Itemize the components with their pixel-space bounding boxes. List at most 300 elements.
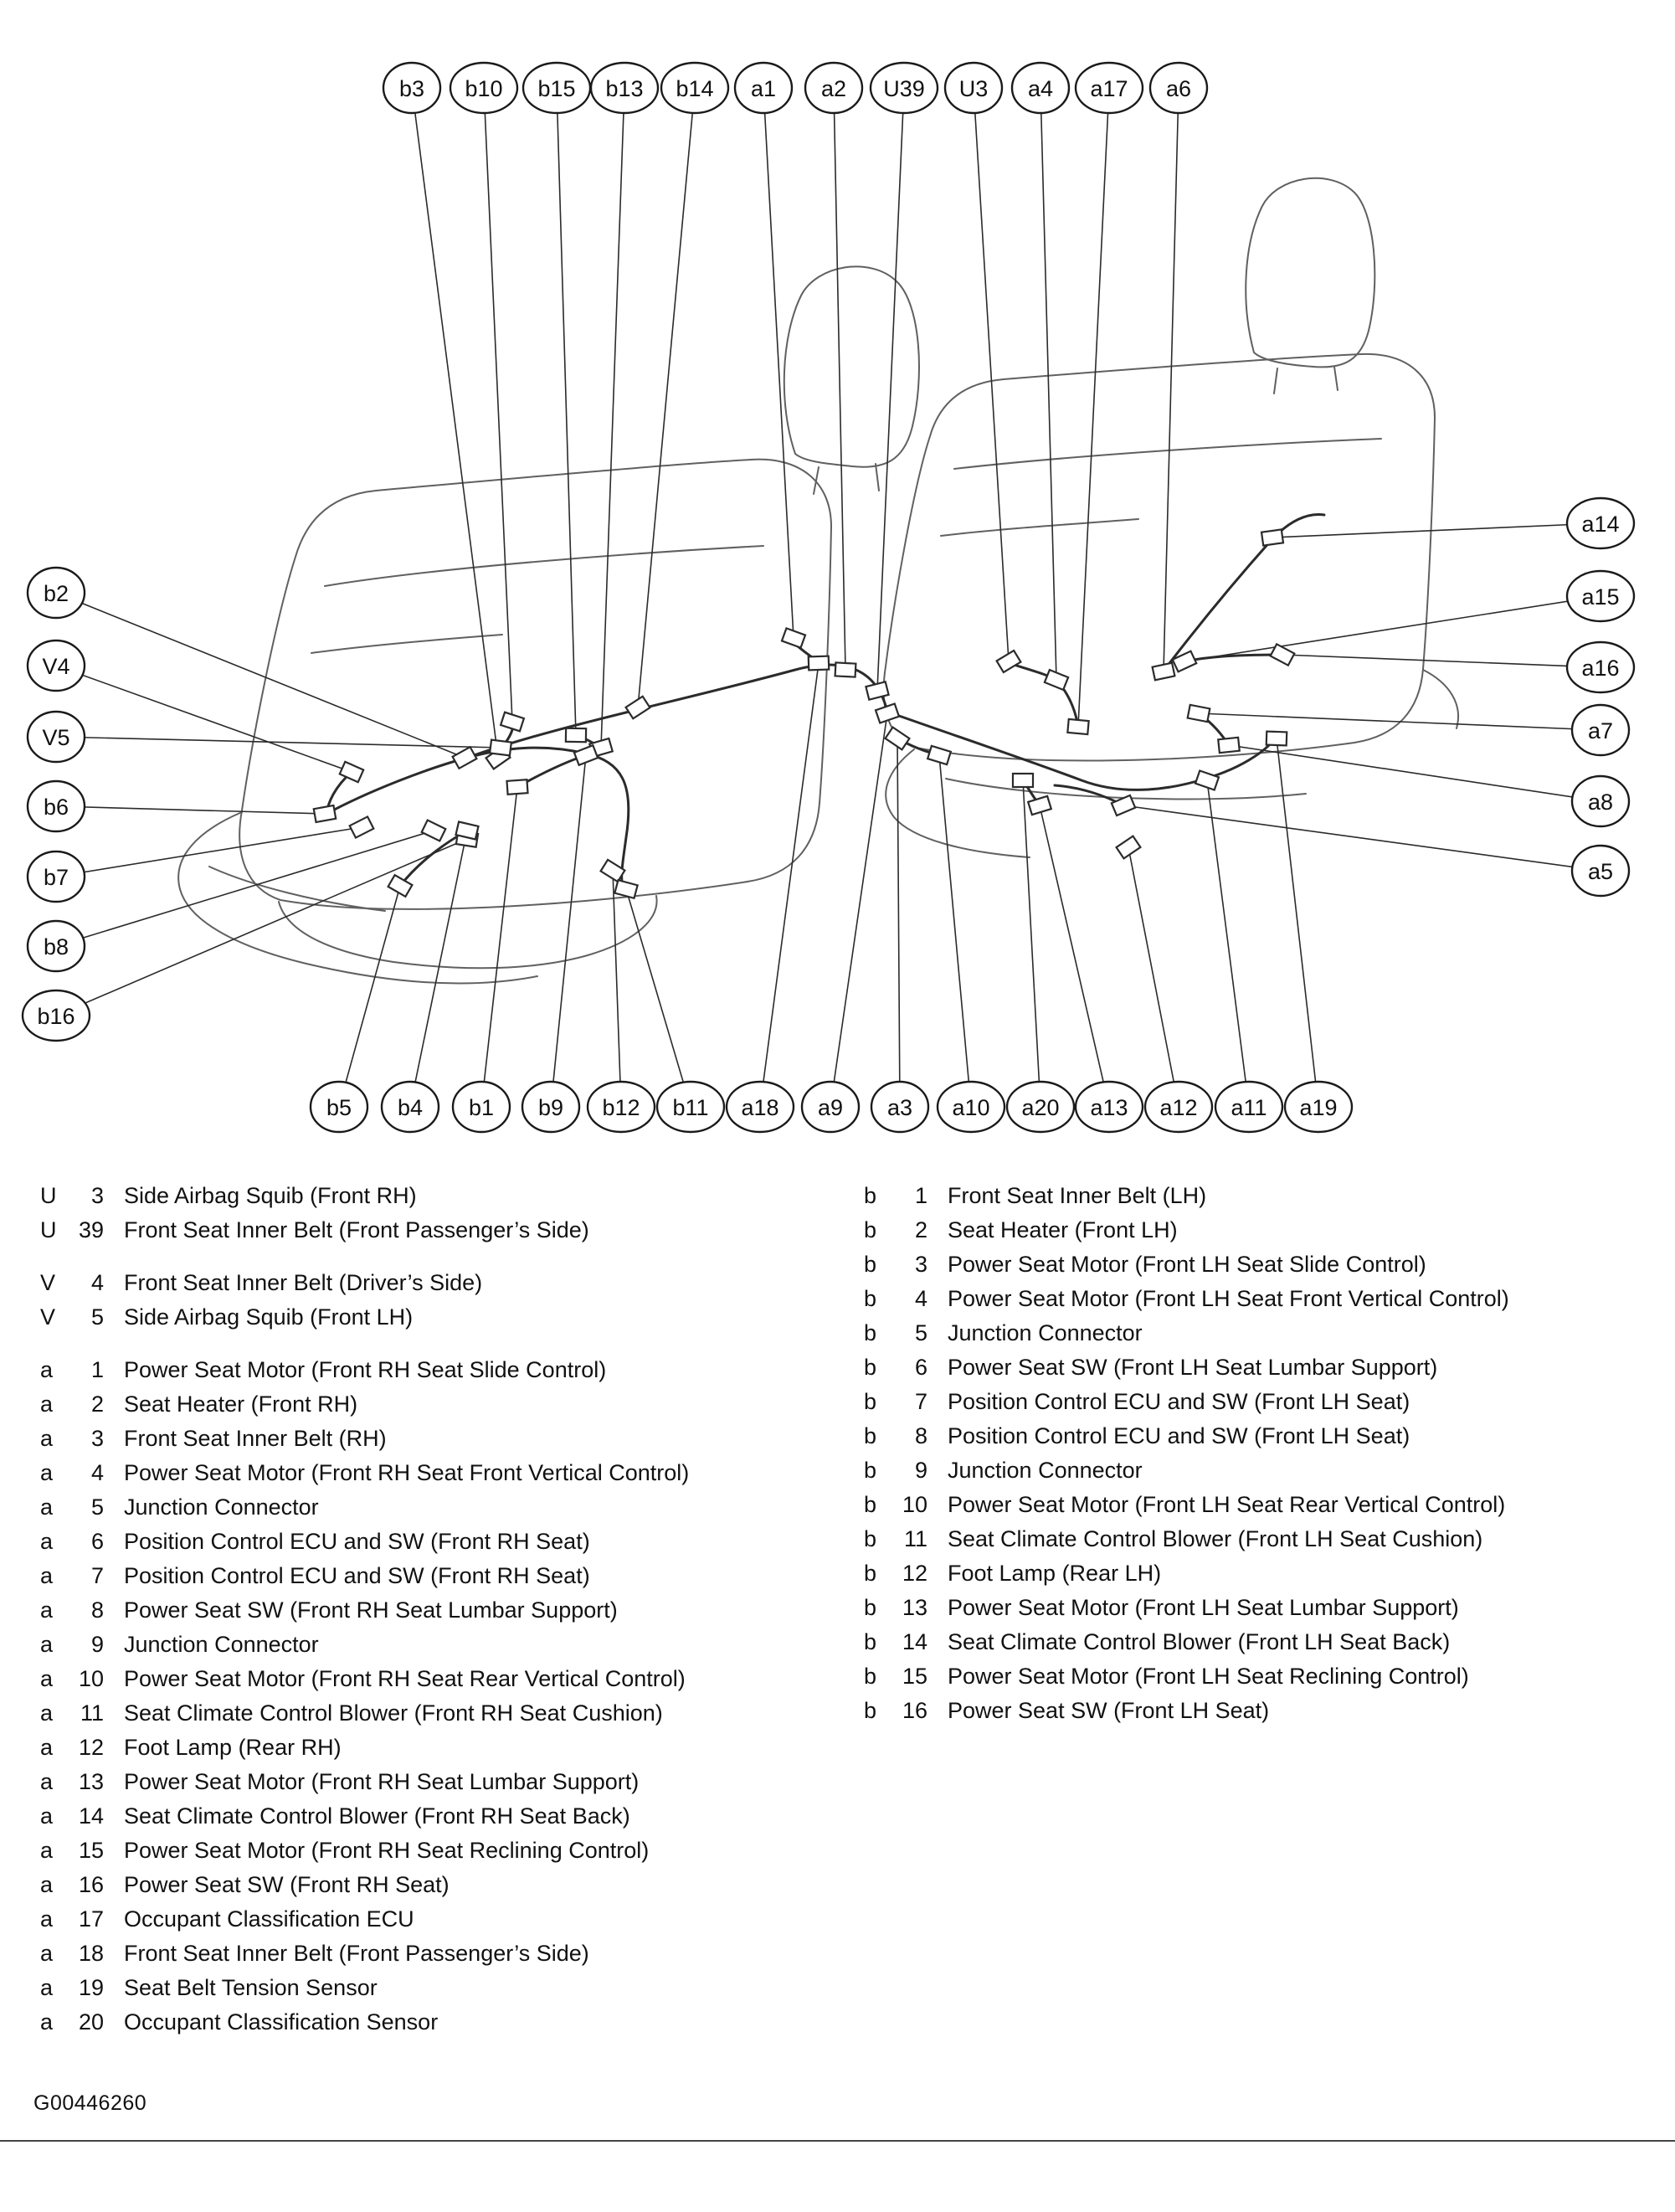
legend-description: Seat Belt Tension Sensor: [124, 1975, 378, 2000]
legend-number: 4: [914, 1286, 927, 1311]
seat-back-rh: [884, 354, 1435, 761]
leader-line-a4: [1040, 88, 1056, 680]
callout-label-a3: a3: [886, 1095, 913, 1120]
legend-item-V4: [40, 1266, 844, 1300]
leader-line-b11: [626, 889, 691, 1107]
callout-label-a4: a4: [1027, 76, 1054, 101]
callout-label-a13: a13: [1090, 1095, 1128, 1120]
connector-a3: [886, 728, 910, 750]
legend-description: Foot Lamp (Rear LH): [948, 1561, 1162, 1586]
leader-line-a8: [1229, 745, 1600, 801]
figure-id: G00446260: [33, 2091, 147, 2115]
legend-prefix: a: [40, 1666, 54, 1691]
legend-prefix: a: [40, 1494, 54, 1520]
leader-line-b4: [410, 831, 467, 1107]
connector-markers: [314, 529, 1295, 898]
connector-a12: [1117, 836, 1141, 859]
legend-description: Seat Climate Control Blower (Front LH Seat Back): [948, 1629, 1451, 1654]
callout-a4: [1012, 63, 1069, 113]
legend-number: 6: [90, 1529, 104, 1554]
legend-description: Front Seat Inner Belt (RH): [124, 1426, 387, 1451]
legend-number: 14: [78, 1803, 104, 1829]
legend-item-b14: [864, 1625, 1659, 1659]
legend-prefix: a: [40, 1769, 54, 1794]
legend-prefix: b: [864, 1526, 877, 1551]
legend-description: Power Seat Motor (Front LH Seat Reclining Control): [948, 1664, 1469, 1689]
legend-number: 3: [90, 1183, 104, 1208]
legend-description: Power Seat Motor (Front RH Seat Slide Control): [124, 1357, 607, 1382]
legend-description: Junction Connector: [124, 1632, 319, 1657]
legend-item-a3: [40, 1422, 844, 1456]
connector-a9: [876, 704, 899, 723]
legend-item-b1: [864, 1179, 1659, 1213]
callout-label-a1: a1: [750, 76, 777, 101]
legend-prefix: b: [864, 1458, 877, 1483]
callout-label-b4: b4: [397, 1095, 424, 1120]
leader-line-U39: [877, 88, 904, 691]
legend-description: Occupant Classification Sensor: [124, 2009, 439, 2035]
legend-number: 2: [90, 1392, 104, 1417]
seat-cushion-rh: [886, 749, 1030, 857]
callout-bubbles: [23, 63, 1634, 1132]
callout-a14: [1567, 498, 1634, 548]
legend-number: 9: [914, 1458, 927, 1483]
connector-b1: [506, 779, 527, 795]
leader-line-a1: [763, 88, 794, 638]
leader-line-a6: [1164, 88, 1179, 671]
legend-description: Power Seat Motor (Front RH Seat Front Vertical Control): [124, 1460, 690, 1485]
legend-description: Front Seat Inner Belt (LH): [948, 1183, 1207, 1208]
legend-item-a18: [40, 1937, 844, 1971]
legend-item-b6: [864, 1350, 1659, 1385]
legend-description: Seat Heater (Front RH): [124, 1392, 358, 1417]
legend-number: 5: [90, 1304, 104, 1330]
legend-number: 2: [914, 1217, 927, 1242]
legend-description: Seat Heater (Front LH): [948, 1217, 1178, 1242]
leader-lines: [56, 88, 1600, 1107]
legend-description: Power Seat Motor (Front RH Seat Rear Vertical Control): [124, 1666, 686, 1691]
legend-item-b2: [864, 1213, 1659, 1247]
legend-item-a20: [40, 2005, 844, 2040]
seat-line-art: [178, 178, 1458, 984]
legend-item-b5: [864, 1316, 1659, 1350]
callout-a7: [1572, 705, 1629, 755]
harness-branch: [1184, 655, 1282, 661]
callout-label-a17: a17: [1090, 76, 1128, 101]
callout-label-V4: V4: [42, 654, 70, 679]
callout-label-a15: a15: [1581, 584, 1620, 610]
seat-back-rh-contour: [954, 439, 1381, 469]
legend-prefix: b: [864, 1595, 877, 1620]
callout-b3: [383, 63, 440, 113]
leader-line-U3: [974, 88, 1009, 661]
legend-number: 5: [914, 1320, 927, 1345]
callout-label-a18: a18: [741, 1095, 779, 1120]
callout-U3: [945, 63, 1002, 113]
leader-line-b13: [601, 88, 624, 748]
legend-item-b11: [864, 1522, 1659, 1556]
connector-a8: [1218, 738, 1240, 753]
callout-label-b6: b6: [43, 795, 69, 820]
legend-description: Power Seat SW (Front RH Seat Lumbar Support): [124, 1597, 618, 1623]
legend-number: 1: [90, 1357, 104, 1382]
callout-a1: [735, 63, 792, 113]
legend-prefix: a: [40, 1872, 54, 1897]
callout-label-b16: b16: [37, 1004, 75, 1029]
callout-b8: [28, 921, 85, 971]
connector-b9: [574, 745, 598, 765]
legend-prefix: a: [40, 1632, 54, 1657]
callout-label-b15: b15: [537, 76, 576, 101]
connector-b7: [350, 816, 374, 837]
callout-a11: [1215, 1082, 1282, 1132]
callout-label-b3: b3: [398, 76, 425, 101]
legend-prefix: a: [40, 1357, 54, 1382]
legend-item-a11: [40, 1696, 844, 1731]
legend: [0, 1179, 1675, 2083]
legend-number: 19: [78, 1975, 104, 2000]
leader-line-b12: [613, 871, 621, 1107]
legend-item-b4: [864, 1282, 1659, 1316]
legend-prefix: a: [40, 1906, 54, 1932]
callout-label-b7: b7: [43, 865, 69, 890]
callout-b14: [661, 63, 728, 113]
leader-line-b14: [638, 88, 695, 707]
leader-line-a18: [760, 663, 819, 1107]
legend-prefix: b: [864, 1423, 877, 1448]
legend-item-b8: [864, 1419, 1659, 1453]
legend-number: 10: [78, 1666, 104, 1691]
callout-b1: [453, 1082, 510, 1132]
leader-line-a2: [834, 88, 845, 670]
legend-prefix: b: [864, 1492, 877, 1517]
callout-label-a14: a14: [1581, 512, 1620, 537]
callout-V5: [28, 712, 85, 762]
legend-number: 20: [78, 2009, 104, 2035]
seat-cushion-rh: [1423, 670, 1458, 728]
legend-item-U3: [40, 1179, 844, 1213]
harness-run: [326, 748, 629, 889]
legend-number: 4: [90, 1270, 104, 1295]
legend-prefix: a: [40, 1803, 54, 1829]
callout-a17: [1076, 63, 1143, 113]
leader-line-b6: [56, 806, 325, 814]
legend-number: 10: [902, 1492, 927, 1517]
legend-prefix: a: [40, 1563, 54, 1588]
callout-a19: [1285, 1082, 1352, 1132]
connector-a13: [1028, 796, 1051, 815]
leader-line-b2: [56, 593, 465, 758]
leader-line-a16: [1282, 655, 1600, 667]
legend-description: Position Control ECU and SW (Front RH Seat): [124, 1529, 590, 1554]
legend-description: Seat Climate Control Blower (Front LH Seat Cushion): [948, 1526, 1483, 1551]
legend-prefix: a: [40, 1392, 54, 1417]
legend-prefix: a: [40, 1426, 54, 1451]
legend-number: 39: [78, 1217, 104, 1242]
legend-description: Junction Connector: [948, 1458, 1143, 1483]
legend-number: 16: [902, 1698, 927, 1723]
connector-b10: [501, 712, 524, 732]
leader-line-a17: [1078, 88, 1109, 727]
callout-b11: [657, 1082, 724, 1132]
legend-number: 16: [78, 1872, 104, 1897]
headrest-post-lh: [876, 464, 879, 491]
connector-b5: [388, 875, 413, 897]
callout-b4: [382, 1082, 439, 1132]
callout-label-a12: a12: [1159, 1095, 1198, 1120]
legend-number: 5: [90, 1494, 104, 1520]
legend-number: 13: [902, 1595, 927, 1620]
callout-b2: [28, 568, 85, 618]
callout-label-a7: a7: [1587, 718, 1614, 743]
legend-item-a2: [40, 1387, 844, 1422]
callout-a18: [727, 1082, 794, 1132]
legend-description: Power Seat Motor (Front LH Seat Slide Control): [948, 1252, 1426, 1277]
callout-label-a20: a20: [1021, 1095, 1060, 1120]
callout-b12: [588, 1082, 655, 1132]
leader-line-a14: [1272, 523, 1600, 538]
callout-label-b5: b5: [326, 1095, 352, 1120]
legend-prefix: b: [864, 1217, 877, 1242]
legend-number: 11: [903, 1526, 927, 1551]
callout-b5: [311, 1082, 367, 1132]
legend-item-b7: [864, 1385, 1659, 1419]
legend-description: Front Seat Inner Belt (Driver’s Side): [124, 1270, 483, 1295]
legend-column-left: [40, 1179, 844, 2040]
legend-item-b15: [864, 1659, 1659, 1694]
legend-description: Position Control ECU and SW (Front LH Seat): [948, 1423, 1410, 1448]
callout-a6: [1150, 63, 1207, 113]
connector-a1: [782, 628, 805, 647]
legend-description: Side Airbag Squib (Front LH): [124, 1304, 414, 1330]
seat-cushion-lh: [178, 812, 537, 983]
legend-item-a1: [40, 1353, 844, 1387]
callout-label-b2: b2: [43, 581, 69, 606]
legend-item-b10: [864, 1488, 1659, 1522]
legend-prefix: b: [864, 1286, 877, 1311]
leader-line-a20: [1023, 780, 1040, 1107]
headrest-rh: [1246, 178, 1374, 368]
legend-description: Foot Lamp (Rear RH): [124, 1735, 342, 1760]
legend-description: Power Seat SW (Front LH Seat): [948, 1698, 1270, 1723]
legend-number: 3: [90, 1426, 104, 1451]
legend-item-a7: [40, 1559, 844, 1593]
seat-back-lh-contour: [325, 546, 763, 586]
legend-description: Power Seat Motor (Front RH Seat Reclining Control): [124, 1838, 650, 1863]
legend-item-a15: [40, 1834, 844, 1868]
leader-line-b5: [339, 886, 400, 1107]
callout-label-b14: b14: [676, 76, 714, 101]
legend-prefix: V: [40, 1304, 56, 1330]
connector-a17: [1067, 719, 1088, 734]
legend-prefix: a: [40, 1975, 54, 2000]
legend-prefix: b: [864, 1698, 877, 1723]
seat-cushion-lh: [209, 867, 385, 911]
connector-a10: [927, 746, 951, 764]
connector-b11: [614, 880, 637, 898]
legend-item-V5: [40, 1300, 844, 1335]
leader-line-b9: [551, 755, 586, 1107]
legend-item-a6: [40, 1525, 844, 1559]
callout-b10: [450, 63, 517, 113]
seat-back-lh-contour: [311, 635, 502, 653]
callout-b9: [522, 1082, 579, 1132]
legend-item-a13: [40, 1765, 844, 1799]
callout-a2: [805, 63, 862, 113]
harness-run: [1162, 514, 1324, 673]
legend-prefix: a: [40, 1460, 54, 1485]
legend-item-a17: [40, 1902, 844, 1937]
harness-branch: [1009, 663, 1078, 727]
connector-a14: [1261, 529, 1283, 545]
legend-prefix: b: [864, 1252, 877, 1277]
callout-a8: [1572, 776, 1629, 826]
legend-prefix: a: [40, 2009, 54, 2035]
callout-label-a19: a19: [1299, 1095, 1338, 1120]
legend-prefix: a: [40, 1700, 54, 1726]
connector-U39: [866, 682, 888, 699]
callout-label-U3: U3: [958, 76, 989, 101]
leader-line-V4: [56, 666, 352, 772]
callout-label-a11: a11: [1231, 1095, 1267, 1120]
leader-line-b1: [481, 787, 517, 1107]
callout-a13: [1076, 1082, 1143, 1132]
callout-a9: [802, 1082, 859, 1132]
callout-label-V5: V5: [42, 725, 70, 750]
legend-prefix: a: [40, 1597, 54, 1623]
legend-prefix: a: [40, 1529, 54, 1554]
legend-number: 17: [78, 1906, 104, 1932]
legend-item-b3: [864, 1247, 1659, 1282]
legend-description: Position Control ECU and SW (Front RH Seat): [124, 1563, 590, 1588]
leader-line-b7: [56, 827, 362, 877]
legend-description: Junction Connector: [948, 1320, 1143, 1345]
connector-b6: [314, 805, 336, 822]
connector-a6: [1153, 663, 1175, 681]
legend-description: Power Seat SW (Front RH Seat): [124, 1872, 450, 1897]
leader-line-a11: [1207, 780, 1249, 1107]
bottom-rule: [0, 2140, 1675, 2142]
legend-item-a5: [40, 1490, 844, 1525]
callout-b16: [23, 990, 90, 1041]
legend-number: 7: [914, 1389, 927, 1414]
connector-a18: [809, 656, 830, 671]
leader-line-a15: [1184, 596, 1600, 661]
leader-line-b15: [557, 88, 576, 735]
callout-a10: [938, 1082, 1004, 1132]
callout-label-a6: a6: [1165, 76, 1192, 101]
connector-a16: [1271, 644, 1295, 665]
connector-a19: [1267, 732, 1287, 746]
legend-prefix: b: [864, 1355, 877, 1380]
legend-item-a8: [40, 1593, 844, 1628]
legend-description: Front Seat Inner Belt (Front Passenger’s Side): [124, 1217, 589, 1242]
legend-description: Junction Connector: [124, 1494, 319, 1520]
legend-prefix: U: [40, 1217, 57, 1242]
legend-description: Power Seat Motor (Front RH Seat Lumbar Support): [124, 1769, 640, 1794]
legend-number: 3: [914, 1252, 927, 1277]
callout-label-b13: b13: [605, 76, 644, 101]
headrest-post-rh: [1274, 368, 1277, 394]
callout-a12: [1145, 1082, 1212, 1132]
legend-prefix: a: [40, 1735, 54, 1760]
legend-number: 6: [914, 1355, 927, 1380]
callout-a3: [871, 1082, 928, 1132]
callout-label-b11: b11: [672, 1095, 709, 1120]
legend-item-b12: [864, 1556, 1659, 1591]
legend-prefix: U: [40, 1183, 57, 1208]
legend-number: 15: [902, 1664, 927, 1689]
legend-prefix: V: [40, 1270, 56, 1295]
legend-item-a12: [40, 1731, 844, 1765]
callout-label-a8: a8: [1587, 790, 1614, 815]
connector-U3: [997, 651, 1021, 672]
callout-label-a9: a9: [817, 1095, 844, 1120]
legend-number: 8: [914, 1423, 927, 1448]
legend-prefix: b: [864, 1664, 877, 1689]
legend-item-b16: [864, 1694, 1659, 1728]
leader-line-a12: [1128, 847, 1179, 1107]
legend-prefix: b: [864, 1389, 877, 1414]
legend-item-a19: [40, 1971, 844, 2005]
legend-number: 12: [78, 1735, 104, 1760]
legend-description: Power Seat SW (Front LH Seat Lumbar Support): [948, 1355, 1438, 1380]
callout-b13: [591, 63, 658, 113]
callout-label-U39: U39: [883, 76, 925, 101]
leader-line-a7: [1199, 713, 1600, 730]
legend-number: 13: [78, 1769, 104, 1794]
legend-number: 14: [902, 1629, 927, 1654]
legend-number: 11: [80, 1700, 104, 1726]
callout-a16: [1567, 642, 1634, 692]
legend-prefix: b: [864, 1561, 877, 1586]
legend-number: 15: [78, 1838, 104, 1863]
leader-line-a13: [1040, 805, 1109, 1107]
legend-number: 1: [914, 1183, 927, 1208]
legend-item-a9: [40, 1628, 844, 1662]
leader-line-b10: [484, 88, 512, 722]
legend-item-U39: [40, 1213, 844, 1247]
callout-b15: [523, 63, 590, 113]
leader-line-a9: [830, 713, 887, 1107]
leader-line-b8: [56, 831, 434, 946]
connector-V5: [490, 740, 511, 756]
callout-label-a16: a16: [1581, 656, 1620, 681]
legend-number: 4: [90, 1460, 104, 1485]
legend-description: Occupant Classification ECU: [124, 1906, 414, 1932]
legend-number: 7: [90, 1563, 104, 1588]
connector-b15: [566, 728, 586, 742]
callout-label-b9: b9: [537, 1095, 564, 1120]
legend-item-b13: [864, 1591, 1659, 1625]
leader-line-b3: [412, 88, 498, 758]
legend-description: Front Seat Inner Belt (Front Passenger’s Side): [124, 1941, 589, 1966]
callout-b6: [28, 781, 85, 831]
legend-description: Power Seat Motor (Front LH Seat Rear Vertical Control): [948, 1492, 1506, 1517]
legend-prefix: a: [40, 1838, 54, 1863]
callout-a5: [1572, 846, 1629, 896]
legend-description: Side Airbag Squib (Front RH): [124, 1183, 417, 1208]
legend-number: 18: [78, 1941, 104, 1966]
legend-item-b9: [864, 1453, 1659, 1488]
legend-description: Position Control ECU and SW (Front LH Seat): [948, 1389, 1410, 1414]
callout-label-b8: b8: [43, 934, 69, 959]
callout-label-a10: a10: [952, 1095, 990, 1120]
callout-label-b1: b1: [468, 1095, 495, 1120]
connector-b14: [626, 697, 650, 718]
legend-prefix: b: [864, 1320, 877, 1345]
legend-prefix: b: [864, 1629, 877, 1654]
